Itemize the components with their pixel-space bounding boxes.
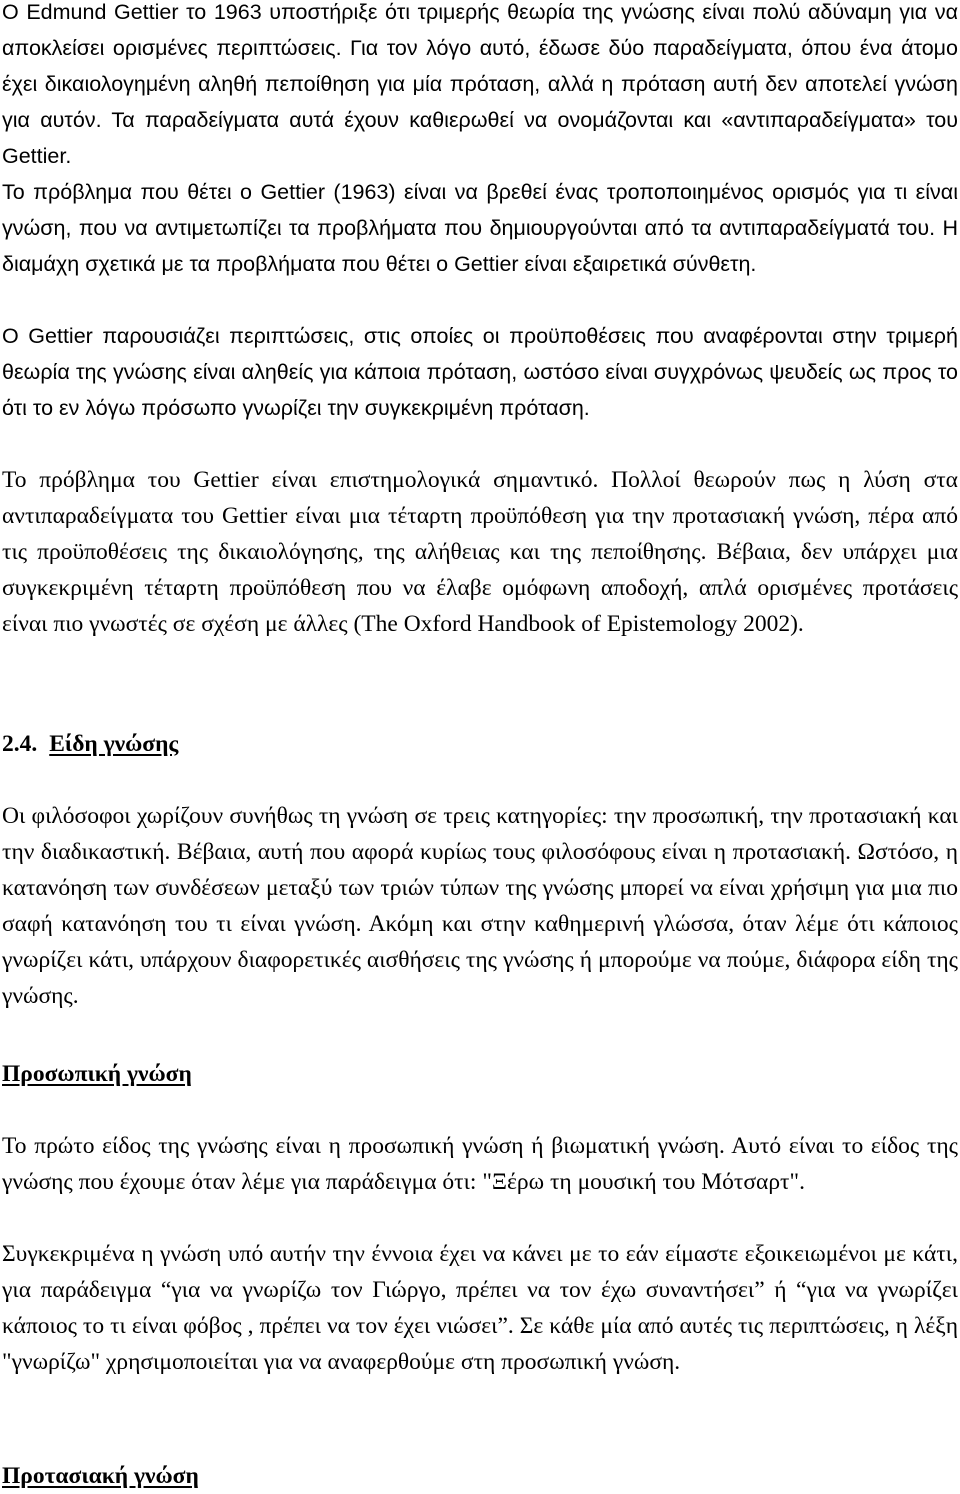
paragraph-gettier-problem	[0, 174, 960, 282]
section-title: Είδη γνώσης	[49, 731, 179, 757]
paragraph-types-of-knowledge	[0, 798, 960, 1014]
paragraph-text: O Gettier παρουσιάζει περιπτώσεις, στις οποίες οι προϋποθέσεις που αναφέρονται στην τριμερή θεωρία της γνώσης είναι αληθείς για κάποια πρόταση, ωστόσο είναι συγχρόνως ψευδείς ως προς το ότι το εν λόγω πρόσωπο γνωρίζει την συγκεκριμένη πρόταση.	[2, 324, 958, 420]
subheading-text	[2, 1458, 958, 1494]
section-heading	[0, 726, 960, 762]
subheading-text	[2, 1056, 958, 1092]
paragraph-gettier-cases	[0, 318, 960, 426]
paragraph-personal-examples	[0, 1236, 960, 1380]
paragraph-text: Οι φιλόσοφοι χωρίζουν συνήθως τη γνώση σε τρεις κατηγορίες: την προσωπική, την προτασιακή και την διαδικαστική. Βέβαια, αυτή που αφορά κυρίως τους φιλοσόφους είναι η προτασιακή. Ωστόσο, η κατανόηση των συνδέσεων μεταξύ των τριών τύπων της γνώσης μπορεί να είναι χρήσιμη για μια πιο σαφή κατανόηση του τι είναι γνώση. Ακόμη και στην καθημερινή γλώσσα, όταν λέμε ότι κάποιος γνωρίζει κάτι, υπάρχουν διαφορετικές αισθήσεις της γνώσης ή μπορούμε να πούμε, διάφορα είδη της γνώσης.	[2, 803, 958, 1009]
section-heading-text	[2, 726, 958, 762]
subheading-propositional	[0, 1458, 960, 1494]
paragraph-personal-definition	[0, 1128, 960, 1200]
paragraph-text: O Edmund Gettier το 1963 υποστήριξε ότι τριμερής θεωρία της γνώσης είναι πολύ αδύναμη για να αποκλείσει ορισμένες περιπτώσεις. Για τον λόγο αυτό, έδωσε δύο παραδείγματα, όπου ένα άτομο έχει δικαιολογημένη αληθή πεποίθηση για μία πρόταση, αλλά η πρόταση αυτή δεν αποτελεί γνώση για αυτόν. Τα παραδείγματα αυτά έχουν καθιερωθεί να ονομάζονται και «αντιπαραδείγματα» του Gettier.	[2, 0, 958, 168]
section-number: 2.4.	[2, 731, 38, 757]
paragraph-text: Το πρώτο είδος της γνώσης είναι η προσωπική γνώση ή βιωματική γνώση. Αυτό είναι το είδος της γνώσης που έχουμε όταν λέμε για παράδειγμα ότι: "Ξέρω τη μουσική του Μότσαρτ".	[2, 1133, 958, 1195]
propositional-knowledge-title: Προτασιακή γνώση	[2, 1463, 199, 1489]
personal-knowledge-title: Προσωπική γνώση	[2, 1061, 192, 1087]
paragraph-gettier-significance	[0, 462, 960, 642]
subheading-personal	[0, 1056, 960, 1092]
paragraph-text: Το πρόβλημα που θέτει ο Gettier (1963) είναι να βρεθεί ένας τροποποιημένος ορισμός για τι είναι γνώση, που να αντιμετωπίζει τα προβλήματα που δημιουργούνται από τα αντιπαραδείγματά του. Η διαμάχη σχετικά με τα προβλήματα που θέτει ο Gettier είναι εξαιρετικά σύνθετη.	[2, 180, 958, 276]
paragraph-text: Το πρόβλημα του Gettier είναι επιστημολογικά σημαντικό. Πολλοί θεωρούν πως η λύση στα αντιπαραδείγματα του Gettier είναι μια τέταρτη προϋπόθεση για την προτασιακή γνώση, πέρα από τις προϋποθέσεις της δικαιολόγησης, της αλήθειας και της πεποίθησης. Βέβαια, δεν υπάρχει μια συγκεκριμένη τέταρτη προϋπόθεση που να έλαβε ομόφωνη αποδοχή, απλά ορισμένες προτάσεις είναι πιο γνωστές σε σχέση με άλλες (The Oxford Handbook of Epistemology 2002).	[2, 467, 958, 637]
paragraph-gettier-intro	[0, 0, 960, 174]
paragraph-text: Συγκεκριμένα η γνώση υπό αυτήν την έννοια έχει να κάνει με το εάν είμαστε εξοικειωμένοι με κάτι, για παράδειγμα “για να γνωρίζω τον Γιώργο, πρέπει να τον έχω συναντήσει” ή “για να γνωρίζει κάποιος το τι είναι φόβος , πρέπει να τον έχει νιώσει”. Σε κάθε μία από αυτές τις περιπτώσεις, η λέξη "γνωρίζω" χρησιμοποιείται για να αναφερθούμε στη προσωπική γνώση.	[2, 1241, 958, 1375]
